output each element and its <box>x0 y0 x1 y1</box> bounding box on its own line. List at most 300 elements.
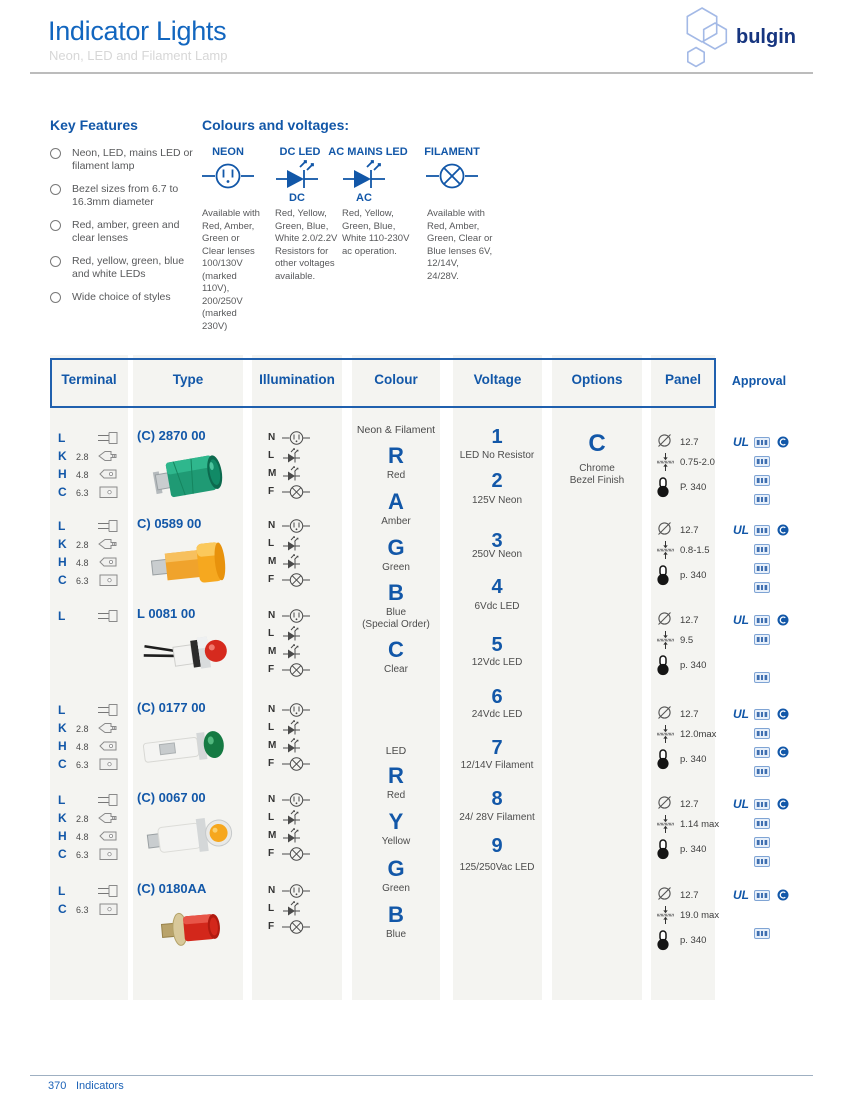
product-image <box>142 899 238 964</box>
cert-approval-icon <box>754 856 770 867</box>
panel-spec-value: 12.7 <box>680 709 699 720</box>
cert-approval-icon <box>754 799 770 810</box>
approval-line <box>733 492 793 506</box>
illumination-N-icon <box>282 702 310 718</box>
terminal-K-icon <box>96 720 120 736</box>
colour-label: Blue (Special Order) <box>362 607 430 630</box>
terminal-code: H <box>58 555 67 569</box>
terminal-K-icon <box>96 448 120 464</box>
illumination-code: M <box>268 646 277 657</box>
terminal-code: K <box>58 449 67 463</box>
bullet-icon <box>50 292 61 303</box>
terminal-code: C <box>58 757 67 771</box>
voltage-code: 9 <box>491 835 503 857</box>
terminal-entry <box>58 738 124 754</box>
illumination-code: M <box>268 830 277 841</box>
terminal-code: H <box>58 739 67 753</box>
voltage-code: 1 <box>491 426 503 448</box>
voltage-label: LED No Resistor <box>459 450 535 461</box>
bullet-icon <box>50 184 61 195</box>
terminal-size: 4.8 <box>76 742 89 752</box>
terminal-H-icon <box>96 738 120 754</box>
voltage-code: 7 <box>491 737 503 759</box>
column-header-illumination: Illumination <box>259 372 335 387</box>
illumination-code: F <box>268 574 275 585</box>
panel-thickness-icon <box>656 452 675 472</box>
voltage-label: 125V Neon <box>471 495 523 506</box>
terminal-entry <box>58 810 124 826</box>
svg-text:UL: UL <box>733 888 749 901</box>
colour-section-heading: Neon & Filament <box>356 424 436 436</box>
approval-line <box>733 435 793 449</box>
approval-line <box>733 542 793 556</box>
illumination-entry <box>268 756 328 772</box>
terminal-entry <box>58 466 124 482</box>
brand-name: bulgin <box>736 26 796 48</box>
colour-code: B <box>388 902 404 927</box>
product-photo <box>142 624 238 684</box>
illumination-entry <box>268 919 328 935</box>
illumination-code: M <box>268 468 277 479</box>
illumination-entry <box>268 644 328 660</box>
page-subtitle: Neon, LED and Filament Lamp <box>49 48 228 63</box>
illumination-L-icon <box>282 810 310 826</box>
terminal-code: L <box>58 793 66 807</box>
approval-line <box>733 854 793 868</box>
illumination-code: F <box>268 664 275 675</box>
illumination-entry <box>268 901 328 917</box>
illumination-entry <box>268 554 328 570</box>
illumination-entry <box>268 810 328 826</box>
column-header-terminal: Terminal <box>61 372 117 387</box>
header-rule <box>30 72 813 74</box>
terminal-C-icon <box>96 572 120 588</box>
cert-approval-icon <box>754 709 770 720</box>
feature-text: Wide choice of styles <box>72 291 171 303</box>
illumination-L-icon <box>282 448 310 464</box>
approval-line <box>733 580 793 594</box>
colour-label: Red <box>386 470 406 481</box>
terminal-size: 6.3 <box>76 760 89 770</box>
panel-spec-value: p. 340 <box>680 935 707 946</box>
colour-label: Yellow <box>381 836 411 847</box>
illumination-N-icon <box>282 518 310 534</box>
illumination-code: N <box>268 520 276 531</box>
footer-page-number: 370 <box>48 1080 67 1092</box>
panel-thickness-icon <box>656 630 675 650</box>
illumination-code: L <box>268 903 275 914</box>
panel-spec-value: 12.7 <box>680 525 699 536</box>
terminal-code: K <box>58 537 67 551</box>
product-image <box>142 624 238 689</box>
feature-text: Neon, LED, mains LED or filament lamp <box>72 147 193 172</box>
bulb-page-icon <box>656 477 670 498</box>
illumination-entry <box>268 448 328 464</box>
terminal-code: L <box>58 884 66 898</box>
illumination-entry <box>268 484 328 500</box>
panel-spec-value: p. 340 <box>680 570 707 581</box>
colour-code: A <box>388 489 404 514</box>
cert-approval-icon <box>754 928 770 939</box>
illumination-entry <box>268 518 328 534</box>
terminal-entry <box>58 608 124 624</box>
neon-symbol-icon <box>202 160 254 203</box>
options-code: C <box>588 430 606 457</box>
panel-spec-value: 19.0 max <box>680 910 720 921</box>
approval-line <box>733 888 793 902</box>
ul-approval-icon <box>733 707 751 720</box>
colours-voltages-heading: Colours and voltages: <box>202 117 350 133</box>
cert-approval-icon <box>754 582 770 593</box>
panel-spec-value: p. 340 <box>680 844 707 855</box>
illumination-M-icon <box>282 828 310 844</box>
terminal-size: 2.8 <box>76 540 89 550</box>
terminal-L-icon <box>96 430 120 446</box>
bullet-icon <box>50 220 61 231</box>
illumination-M-icon <box>282 738 310 754</box>
terminal-entry <box>58 883 124 899</box>
approval-line <box>733 745 793 759</box>
terminal-entry <box>58 828 124 844</box>
voltage-label: 12/14V Filament <box>460 760 534 771</box>
diameter-icon <box>656 794 673 811</box>
product-photo <box>142 808 238 868</box>
approval-line <box>733 473 793 487</box>
colour-code: R <box>388 443 404 468</box>
svg-text:DC: DC <box>289 192 305 203</box>
illumination-code: L <box>268 538 275 549</box>
page-title: Indicator Lights <box>48 16 227 46</box>
hexagon-logo-icon <box>660 4 740 74</box>
voltage-label: 24/ 28V Filament <box>459 812 535 823</box>
led-symbol-icon <box>341 160 393 203</box>
cv-item-symbol <box>426 160 478 208</box>
part-number: (C) 0067 00 <box>137 790 206 805</box>
terminal-entry <box>58 792 124 808</box>
panel-spec-value: 0.8-1.5 <box>680 545 710 556</box>
terminal-K-icon <box>96 536 120 552</box>
bulb-page-icon <box>656 749 670 770</box>
ul-approval-icon <box>733 435 751 448</box>
product-photo <box>142 534 238 594</box>
cv-item-symbol <box>341 160 393 208</box>
column-header-voltage: Voltage <box>473 372 522 387</box>
terminal-C-icon <box>96 846 120 862</box>
illumination-L-icon <box>282 901 310 917</box>
terminal-code: L <box>58 609 66 623</box>
illumination-code: L <box>268 812 275 823</box>
part-number: C) 0589 00 <box>137 516 202 531</box>
terminal-entry <box>58 448 124 464</box>
terminal-code: C <box>58 485 67 499</box>
approval-line <box>733 523 793 537</box>
cert-approval-icon <box>754 747 770 758</box>
illumination-F-icon <box>282 846 310 862</box>
cv-item-description: Available with Red, Amber, Green, Clear or Blue lenses 6V, 12/14V, 24/28V. <box>427 208 493 282</box>
part-number: L 0081 00 <box>137 606 196 621</box>
illumination-entry <box>268 608 328 624</box>
panel-spec-value: p. 340 <box>680 754 707 765</box>
cert-approval-icon <box>754 544 770 555</box>
bullet-icon <box>50 148 61 159</box>
column-header-panel: Panel <box>664 372 702 387</box>
illumination-entry <box>268 828 328 844</box>
terminal-code: L <box>58 519 66 533</box>
voltage-label: 6Vdc LED <box>474 601 520 612</box>
colour-label: Clear <box>384 664 408 675</box>
part-number: (C) 0177 00 <box>137 700 206 715</box>
illumination-code: N <box>268 794 276 805</box>
illumination-F-icon <box>282 756 310 772</box>
terminal-size: 6.3 <box>76 488 89 498</box>
voltage-code: 4 <box>491 576 503 598</box>
voltage-code: 3 <box>491 530 503 552</box>
illumination-code: F <box>268 921 275 932</box>
terminal-size: 2.8 <box>76 724 89 734</box>
panel-thickness-icon <box>656 905 675 925</box>
ul-approval-icon <box>733 888 751 901</box>
csa-approval-icon <box>777 708 789 720</box>
terminal-entry <box>58 901 124 917</box>
diameter-icon <box>656 610 673 627</box>
approval-line <box>733 670 793 684</box>
terminal-code: C <box>58 847 67 861</box>
illumination-code: F <box>268 486 275 497</box>
illumination-L-icon <box>282 626 310 642</box>
brand-logo <box>660 4 820 76</box>
illumination-entry <box>268 846 328 862</box>
colour-code: G <box>387 535 405 560</box>
cert-approval-icon <box>754 766 770 777</box>
terminal-entry <box>58 846 124 862</box>
illumination-code: F <box>268 848 275 859</box>
bulb-page-icon <box>656 839 670 860</box>
ul-approval-icon <box>733 523 751 536</box>
approval-line <box>733 632 793 646</box>
voltage-label: 250V Neon <box>471 549 523 560</box>
cert-approval-icon <box>754 818 770 829</box>
diameter-icon <box>656 520 673 537</box>
panel-spec-value: 12.7 <box>680 437 699 448</box>
terminal-code: H <box>58 467 67 481</box>
cv-item-name: DC LED <box>279 146 321 158</box>
terminal-code: K <box>58 721 67 735</box>
illumination-code: L <box>268 722 275 733</box>
column-header-approval: Approval <box>731 374 787 388</box>
panel-spec-value: 12.7 <box>680 799 699 810</box>
illumination-entry <box>268 883 328 899</box>
colour-code: Y <box>388 809 404 834</box>
cv-item-name: NEON <box>212 146 244 158</box>
cert-approval-icon <box>754 890 770 901</box>
cert-approval-icon <box>754 437 770 448</box>
feature-text: Bezel sizes from 6.7 to 16.3mm diameter <box>72 183 179 208</box>
terminal-code: L <box>58 703 66 717</box>
approval-line <box>733 707 793 721</box>
cert-approval-icon <box>754 475 770 486</box>
terminal-code: H <box>58 829 67 843</box>
product-image <box>142 808 238 873</box>
cv-item-description: Red, Yellow, Green, Blue, White 2.0/2.2V Resistors for other voltages available. <box>275 208 338 282</box>
terminal-code: L <box>58 431 66 445</box>
panel-thickness-icon <box>656 814 675 834</box>
illumination-code: N <box>268 885 276 896</box>
filament-symbol-icon <box>426 160 478 203</box>
part-number: (C) 0180AA <box>137 881 207 896</box>
cv-item-name: FILAMENT <box>424 146 480 158</box>
diameter-icon <box>656 432 673 449</box>
colour-code: C <box>388 637 404 662</box>
cert-approval-icon <box>754 615 770 626</box>
colour-label: Red <box>386 790 406 801</box>
terminal-entry <box>58 430 124 446</box>
terminal-H-icon <box>96 828 120 844</box>
illumination-F-icon <box>282 484 310 500</box>
cert-approval-icon <box>754 728 770 739</box>
terminal-size: 4.8 <box>76 832 89 842</box>
illumination-entry <box>268 626 328 642</box>
terminal-entry <box>58 518 124 534</box>
product-photo <box>142 899 238 959</box>
terminal-code: K <box>58 811 67 825</box>
cert-approval-icon <box>754 672 770 683</box>
voltage-label: 125/250Vac LED <box>459 862 535 873</box>
illumination-F-icon <box>282 572 310 588</box>
approval-line <box>733 454 793 468</box>
illumination-N-icon <box>282 608 310 624</box>
illumination-N-icon <box>282 430 310 446</box>
column-header-colour: Colour <box>374 372 418 387</box>
product-image <box>142 446 238 511</box>
approval-line <box>733 651 793 665</box>
svg-text:AC: AC <box>356 192 372 203</box>
terminal-L-icon <box>96 702 120 718</box>
feature-text: Red, amber, green and clear lenses <box>72 219 180 244</box>
terminal-code: C <box>58 573 67 587</box>
terminal-size: 4.8 <box>76 470 89 480</box>
illumination-N-icon <box>282 792 310 808</box>
voltage-label: 12Vdc LED <box>471 657 523 668</box>
terminal-H-icon <box>96 466 120 482</box>
column-header-options: Options <box>571 372 623 387</box>
terminal-size: 2.8 <box>76 814 89 824</box>
key-features-heading: Key Features <box>50 117 138 133</box>
illumination-code: N <box>268 704 276 715</box>
cert-approval-icon <box>754 494 770 505</box>
product-image <box>142 718 238 783</box>
column-header-type: Type <box>172 372 204 387</box>
illumination-M-icon <box>282 644 310 660</box>
terminal-size: 4.8 <box>76 558 89 568</box>
colour-code: R <box>388 763 404 788</box>
approval-line <box>733 816 793 830</box>
voltage-code: 6 <box>491 686 503 708</box>
illumination-code: M <box>268 556 277 567</box>
svg-text:UL: UL <box>733 707 749 720</box>
terminal-C-icon <box>96 756 120 772</box>
approval-line <box>733 613 793 627</box>
illumination-M-icon <box>282 554 310 570</box>
cv-item-description: Available with Red, Amber, Green or Clear lenses 100/130V (marked 110V), 200/250V (marked 230V) <box>202 208 260 332</box>
part-number: (C) 2870 00 <box>137 428 206 443</box>
product-photo <box>142 718 238 778</box>
terminal-L-icon <box>96 883 120 899</box>
cert-approval-icon <box>754 563 770 574</box>
terminal-H-icon <box>96 554 120 570</box>
illumination-entry <box>268 466 328 482</box>
terminal-L-icon <box>96 518 120 534</box>
illumination-code: F <box>268 758 275 769</box>
csa-approval-icon <box>777 524 789 536</box>
illumination-L-icon <box>282 720 310 736</box>
product-image <box>142 534 238 599</box>
diameter-icon <box>656 704 673 721</box>
terminal-entry <box>58 554 124 570</box>
options-label: Chrome Bezel Finish <box>569 463 625 486</box>
illumination-F-icon <box>282 662 310 678</box>
approval-line <box>733 561 793 575</box>
illumination-entry <box>268 702 328 718</box>
cert-approval-icon <box>754 837 770 848</box>
terminal-size: 6.3 <box>76 905 89 915</box>
cert-approval-icon <box>754 525 770 536</box>
cert-approval-icon <box>754 634 770 645</box>
terminal-size: 2.8 <box>76 452 89 462</box>
panel-thickness-icon <box>656 724 675 744</box>
terminal-entry <box>58 536 124 552</box>
terminal-entry <box>58 702 124 718</box>
bulb-page-icon <box>656 565 670 586</box>
terminal-entry <box>58 720 124 736</box>
approval-line <box>733 797 793 811</box>
illumination-entry <box>268 536 328 552</box>
panel-spec-value: 0.75-2.0 <box>680 457 715 468</box>
voltage-label: 24Vdc LED <box>471 709 523 720</box>
panel-spec-value: p. 340 <box>680 660 707 671</box>
footer-section-name: Indicators <box>76 1080 124 1092</box>
illumination-code: L <box>268 450 275 461</box>
csa-approval-icon <box>777 798 789 810</box>
csa-approval-icon <box>777 614 789 626</box>
ul-approval-icon <box>733 613 751 626</box>
colour-code: G <box>387 856 405 881</box>
illumination-entry <box>268 792 328 808</box>
illumination-entry <box>268 430 328 446</box>
svg-text:UL: UL <box>733 435 749 448</box>
terminal-size: 6.3 <box>76 850 89 860</box>
cv-item-symbol <box>202 160 254 208</box>
cv-item-symbol <box>274 160 326 208</box>
panel-spec-value: 9.5 <box>680 635 694 646</box>
product-photo <box>142 446 238 506</box>
voltage-code: 5 <box>491 634 503 656</box>
cv-item-name: AC MAINS LED <box>328 146 408 158</box>
approval-line <box>733 907 793 921</box>
svg-text:UL: UL <box>733 523 749 536</box>
illumination-F-icon <box>282 919 310 935</box>
feature-text: Red, yellow, green, blue and white LEDs <box>72 255 185 280</box>
csa-approval-icon <box>777 436 789 448</box>
panel-spec-value: 12.7 <box>680 615 699 626</box>
illumination-code: N <box>268 610 276 621</box>
terminal-entry <box>58 572 124 588</box>
ul-approval-icon <box>733 797 751 810</box>
terminal-K-icon <box>96 810 120 826</box>
illumination-code: M <box>268 740 277 751</box>
illumination-entry <box>268 738 328 754</box>
illumination-code: N <box>268 432 276 443</box>
terminal-L-icon <box>96 792 120 808</box>
